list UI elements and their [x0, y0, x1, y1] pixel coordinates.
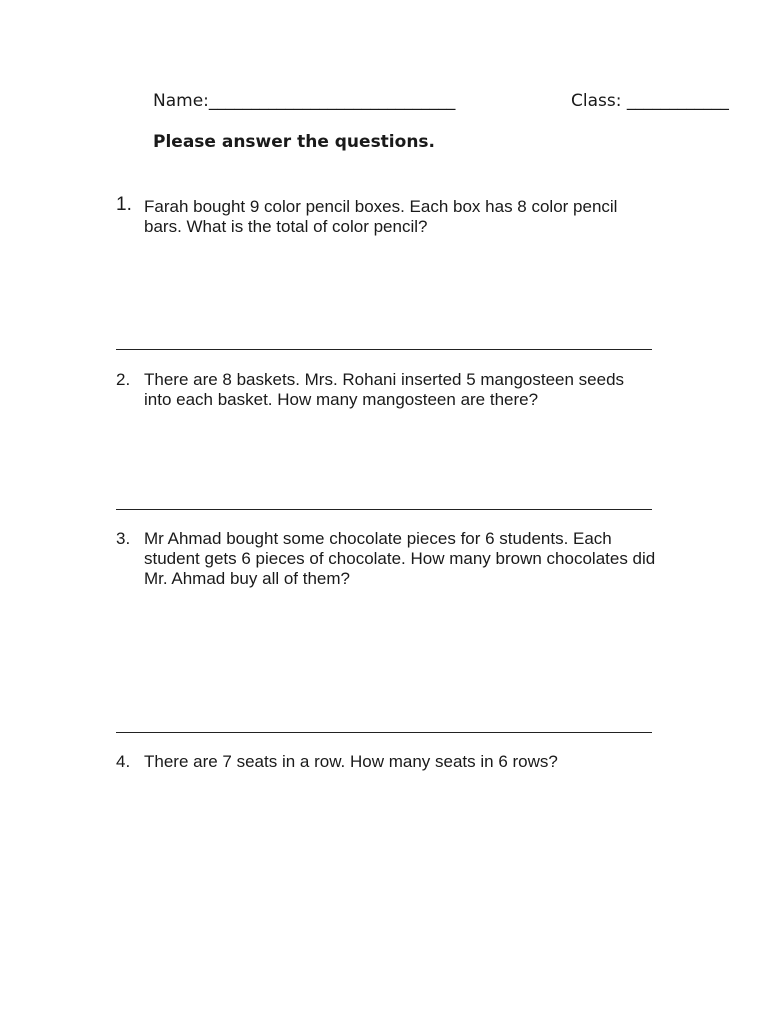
- class-field-line: Class: ____________: [571, 91, 729, 111]
- question-text: Mr Ahmad bought some chocolate pieces for 6 students. Each student gets 6 pieces of chocolate. How many brown chocolates did Mr. Ahmad buy all of them?: [144, 529, 656, 588]
- name-field-line: Name:_____________________________: [153, 91, 456, 111]
- question-text: There are 8 baskets. Mrs. Rohani inserted 5 mangosteen seeds into each basket. How many mangosteen are there?: [144, 370, 625, 409]
- question-text: There are 7 seats in a row. How many seats in 6 rows?: [144, 752, 558, 771]
- answer-divider: [116, 732, 652, 733]
- answer-divider: [116, 349, 652, 350]
- question-number: 2.: [116, 370, 131, 389]
- question-4: [116, 752, 656, 772]
- answer-divider: [116, 509, 652, 510]
- question-number: 3.: [116, 529, 131, 548]
- question-number: 1.: [116, 194, 132, 215]
- question-number: 4.: [116, 752, 131, 771]
- question-2: [116, 370, 656, 410]
- question-text: Farah bought 9 color pencil boxes. Each box has 8 color pencil bars. What is the total of color pencil?: [144, 197, 618, 236]
- instruction-heading: Please answer the questions.: [153, 132, 435, 152]
- question-3: [116, 529, 656, 589]
- question-1: [116, 194, 656, 237]
